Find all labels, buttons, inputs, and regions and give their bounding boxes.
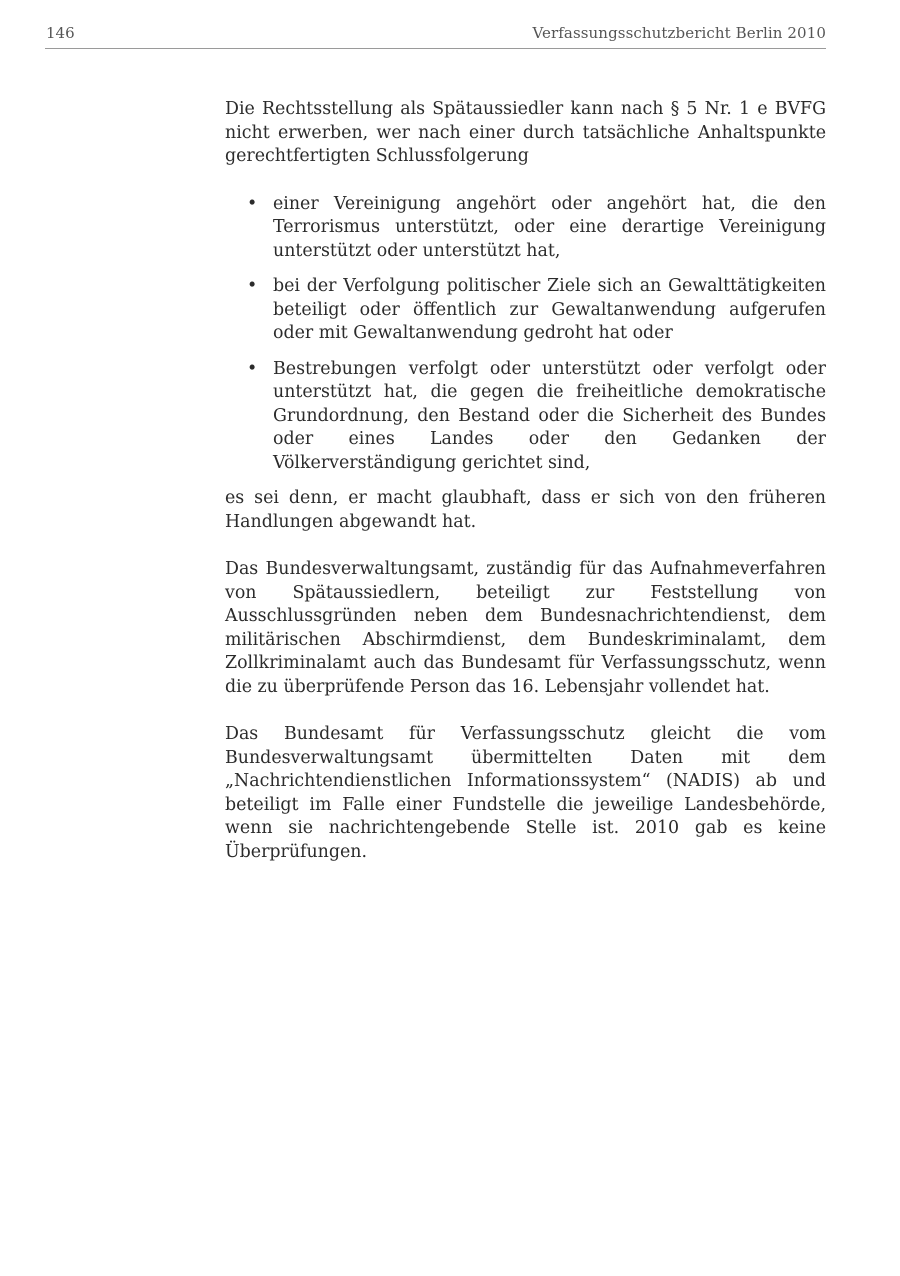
paragraph-bundesverwaltungsamt: Das Bundesverwaltungsamt, zuständig für das Aufnahmeverfahren von Spätaussiedlern, beteiligt zur Feststellung von Ausschlussgründen neben dem Bundesnachrichtendienst, dem militärischen Abschirmdienst, dem Bundeskriminalamt, dem Zollkriminalamt auch das Bundesamt für Verfassungsschutz, wenn die zu überprüfende Person das 16. Lebensjahr vollendet hat. [225,559,826,697]
list-item [225,358,826,476]
page-number: 146 [46,24,75,42]
paragraph-bundesamt: Das Bundesamt für Verfassungsschutz gleicht die vom Bundesverwaltungsamt übermittelten Daten mit dem „Nachrichtendienstlichen Informationssystem“ (NADIS) ab und beteiligt im Falle einer Fundstelle die jeweilige Landesbehörde, wenn sie nachrichtengebende Stelle ist. 2010 gab es keine Überprüfungen. [225,724,826,862]
intro-paragraph: Die Rechtsstellung als Spätaussiedler kann nach § 5 Nr. 1 e BVFG nicht erwerben, wer nach einer durch tatsächliche Anhaltspunkte gerechtfertigten Schlussfolgerung [225,99,826,166]
list-item [225,275,826,346]
list-item [225,193,826,264]
list-item-text: einer Vereinigung angehört oder angehört hat, die den Terrorismus unterstützt, oder eine derartige Vereinigung unterstützt oder unterstützt hat, [273,193,826,261]
bullet-icon: • [247,193,258,214]
main-text [225,98,826,888]
list-item-text: bei der Verfolgung politischer Ziele sich an Gewalttätigkeiten beteiligt oder öffentlich zur Gewaltanwendung aufgerufen oder mit Gewaltanwendung gedroht hat oder [273,276,826,343]
conclusion-paragraph: es sei denn, er macht glaubhaft, dass er sich von den früheren Handlungen abgewandt hat. [225,488,826,532]
running-title: Verfassungsschutzbericht Berlin 2010 [532,24,826,42]
bullet-list [225,193,826,476]
bullet-icon: • [247,276,258,296]
bullet-icon: • [247,358,258,379]
list-item-text: Bestrebungen verfolgt oder unterstützt oder verfolgt oder unterstützt hat, die gegen die freiheitliche demokratische Grundordnung, den Bestand oder die Sicherheit des Bundes oder eines Landes oder den Gedanken der Völkerverständigung gerichtet sind, [273,358,826,473]
page-header [45,22,826,49]
